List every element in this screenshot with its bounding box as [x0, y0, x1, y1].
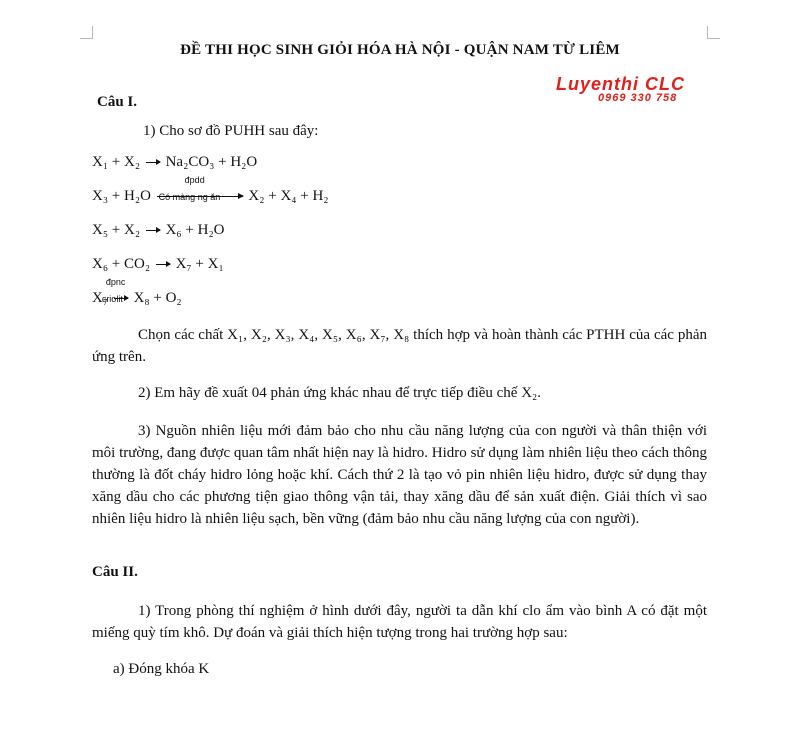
equation-5	[92, 277, 182, 307]
equation-3-rhs: X₆ + H₂O	[165, 222, 225, 238]
equation-5-lhs: X₇	[92, 290, 109, 306]
equation-1-rhs: Na₂CO₃ + H₂O	[165, 154, 258, 170]
arrow-icon	[146, 162, 160, 163]
question-1-intro: 1) Cho sơ đồ PUHH sau đây:	[143, 123, 319, 139]
brand-phone: 0969 330 758	[598, 92, 678, 104]
question-2: 2) Em hãy đề xuất 04 phản ứng khác nhau để trực tiếp điều chế X₂.	[138, 385, 542, 401]
equation-2-condition-bottom: Có màng ng ăn	[158, 192, 221, 203]
equation-5-rhs: X₈ + O₂	[133, 290, 182, 306]
crop-mark-top-right	[707, 26, 720, 39]
equation-3-lhs: X₅ + X₂	[92, 222, 141, 238]
equation-4	[92, 256, 224, 273]
brand-name: Luyenthi CLC	[556, 74, 685, 94]
equation-5-arrow	[101, 277, 130, 307]
section-2-item-a: a) Đóng khóa K	[113, 661, 210, 677]
equation-2	[92, 175, 329, 205]
arrow-icon	[146, 230, 160, 231]
equation-4-lhs: X₆ + CO₂	[92, 256, 151, 272]
brand-watermark	[556, 74, 685, 104]
section-2-heading: Câu II.	[92, 564, 138, 580]
equation-1-lhs: X₁ + X₂	[92, 154, 141, 170]
equation-5-condition-bottom: criolit	[101, 294, 123, 305]
equation-2-lhs: X₃ + H₂O	[92, 188, 151, 204]
equation-2-rhs: X₂ + X₄ + H₂	[248, 188, 329, 204]
section-1-heading: Câu I.	[97, 94, 138, 110]
document-title: ĐỀ THI HỌC SINH GIỎI HÓA HÀ NỘI - QUẬN NAM TỪ LIÊM	[180, 42, 620, 58]
question-1-task: Chọn các chất X₁, X₂, X₃, X₄, X₅, X₆, X₇, X₈ thích hợp và hoàn thành các PTHH của các phản ứng trên.	[92, 327, 707, 365]
section-2-question-1: 1) Trong phòng thí nghiệm ở hình dưới đây, người ta dẫn khí clo ẩm vào bình A có đặt một miếng quỳ tím khô. Dự đoán và giải thích hiện tượng trong hai trường hợp sau:	[92, 603, 707, 641]
arrow-icon	[156, 264, 170, 265]
question-3: 3) Nguồn nhiên liệu mới đảm bảo cho nhu cầu năng lượng của con người và thân thiện với môi trường, đang được quan tâm nhất hiện nay là hidro. Hidro sử dụng làm nhiên liệu theo cách thông thường là đốt cháy hidro lỏng hoặc khí. Cách thứ 2 là tạo vỏ pin nhiên liệu hidro, được sử dụng thay xăng dầu cho các phương tiện giao thông vận tải, thay xăng dầu để sản xuất điện. Giải thích vì sao nhiên liệu hidro là nhiên liệu sạch, bền vững (đảm bảo nhu cầu năng lượng của con người).	[92, 423, 707, 527]
crop-mark-top-left	[80, 26, 93, 39]
equation-2-arrow	[155, 175, 245, 205]
equation-5-condition-top: đpnc	[105, 277, 126, 288]
equation-1	[92, 154, 257, 171]
equation-4-rhs: X₇ + X₁	[175, 256, 224, 272]
equation-2-condition-top: đpdd	[184, 175, 205, 186]
equation-3	[92, 222, 225, 239]
